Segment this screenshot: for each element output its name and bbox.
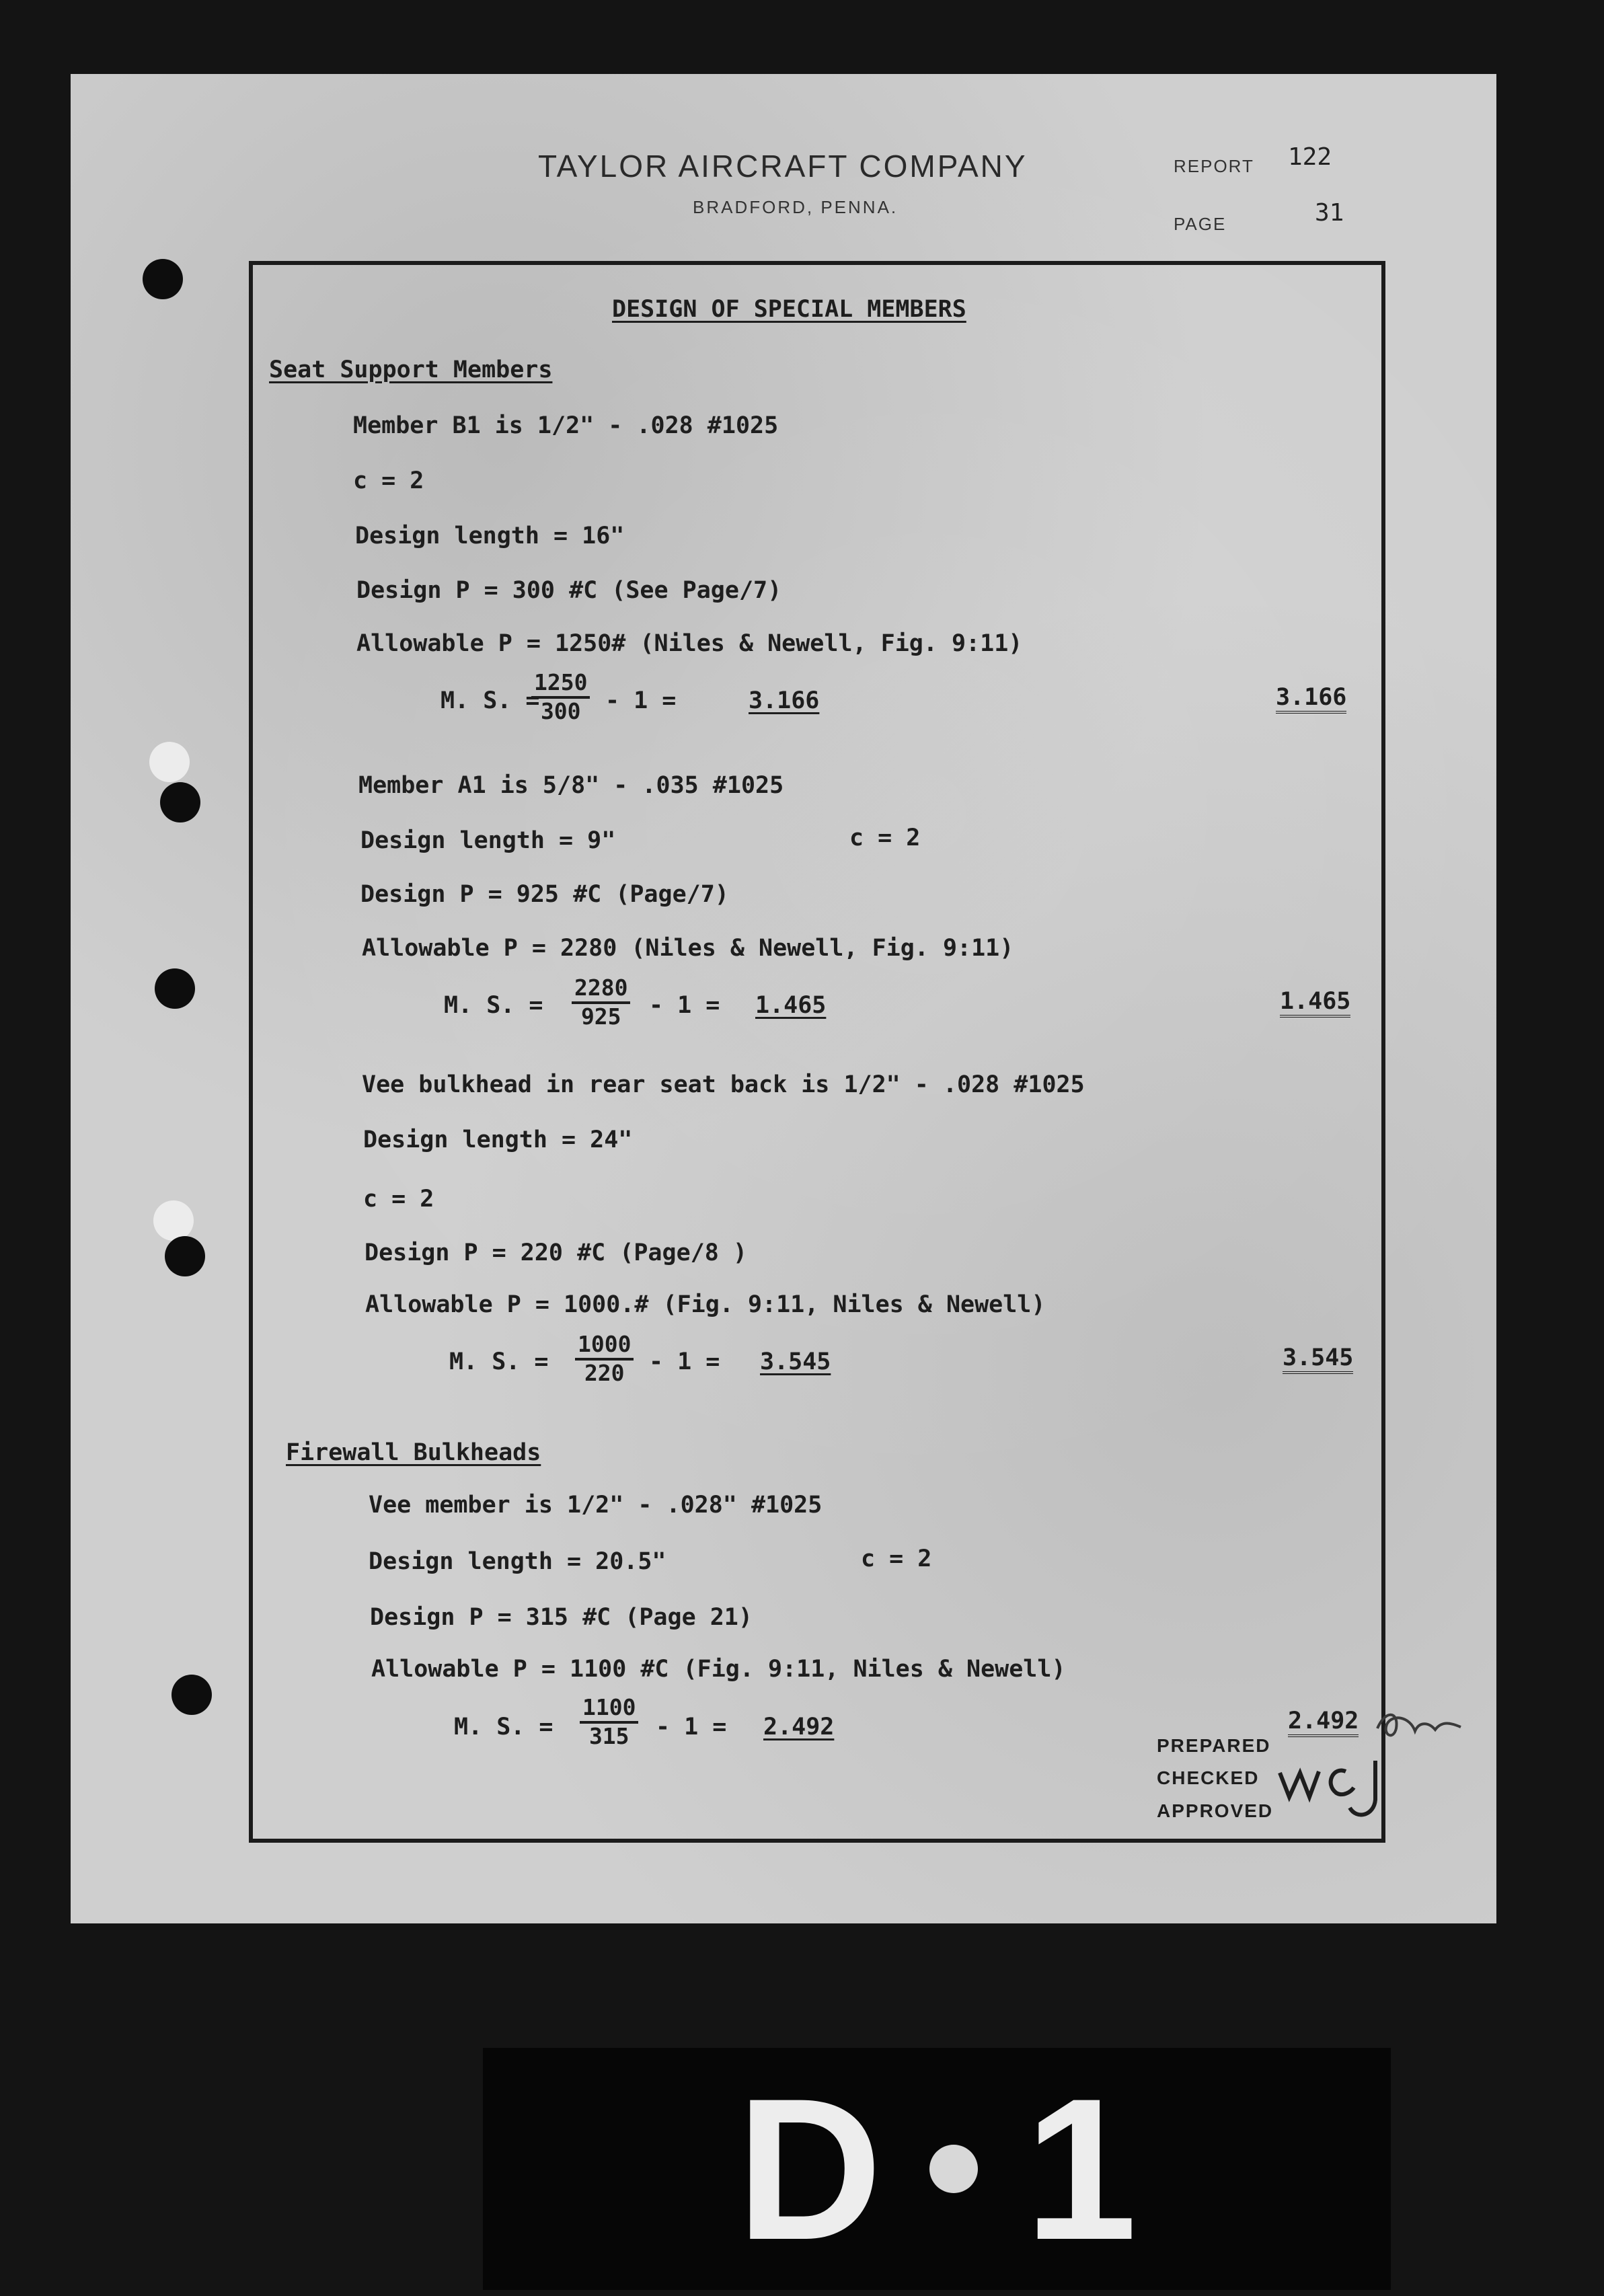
archive-label-plate (483, 2048, 1391, 2290)
calc-line: Design length = 20.5" (369, 1548, 666, 1575)
calc-line: Member A1 is 5/8" - .035 #1025 (358, 772, 784, 799)
ms-fraction (531, 671, 590, 723)
ms-numerator: 2280 (572, 977, 630, 1004)
ms-value: 2.492 (763, 1714, 835, 1740)
report-number: 122 (1288, 143, 1332, 171)
company-city: BRADFORD, PENNA. (693, 197, 899, 217)
ms-numerator: 1100 (580, 1696, 638, 1724)
section-heading: Seat Support Members (269, 356, 553, 383)
calc-line: Design length = 16" (355, 523, 625, 549)
ms-denominator: 315 (588, 1722, 629, 1749)
punch-hole (165, 1236, 205, 1276)
company-name: TAYLOR AIRCRAFT COMPANY (538, 149, 1028, 184)
calc-aside: c = 2 (849, 825, 921, 851)
punch-hole (155, 968, 195, 1009)
calc-line: Allowable P = 1000.# (Fig. 9:11, Niles & Newell) (365, 1291, 1046, 1318)
margin-result: 2.492 (1288, 1708, 1359, 1737)
ms-value: 1.465 (755, 992, 827, 1019)
margin-result: 3.545 (1283, 1345, 1353, 1374)
checked-label: CHECKED (1157, 1767, 1260, 1788)
ms-prefix: M. S. = (449, 1348, 549, 1375)
ms-tail: - 1 = (605, 687, 677, 714)
ms-prefix: M. S. = (441, 687, 540, 714)
ms-value: 3.166 (749, 687, 820, 714)
prepared-label: PREPARED (1157, 1735, 1271, 1756)
ms-tail: - 1 = (649, 992, 720, 1019)
plate-right-text: 1 (1024, 2056, 1137, 2282)
calc-line: Design P = 925 #C (Page/7) (360, 881, 729, 908)
page-number: 31 (1315, 199, 1344, 227)
calc-line: c = 2 (363, 1186, 434, 1213)
calc-line: Member B1 is 1/2" - .028 #1025 (353, 412, 779, 439)
calc-line: Design P = 220 #C (Page/8 ) (365, 1239, 747, 1266)
ms-denominator: 300 (540, 697, 581, 724)
calc-line: Design P = 315 #C (Page 21) (370, 1604, 753, 1631)
plate-left-text: D (736, 2056, 882, 2282)
margin-result: 3.166 (1276, 685, 1346, 714)
margin-result: 1.465 (1280, 989, 1350, 1018)
ms-fraction (572, 974, 630, 1030)
ms-tail: - 1 = (649, 1348, 720, 1375)
punch-hole (171, 1675, 212, 1715)
ms-fraction (580, 1696, 638, 1748)
page-label: PAGE (1174, 214, 1227, 234)
ms-prefix: M. S. = (454, 1714, 553, 1740)
calc-line: Vee bulkhead in rear seat back is 1/2" - .028 #1025 (362, 1071, 1085, 1098)
calc-aside: c = 2 (861, 1545, 932, 1572)
ms-fraction (575, 1333, 634, 1385)
page-title: DESIGN OF SPECIAL MEMBERS (612, 296, 966, 323)
calc-line: Design length = 24" (363, 1126, 633, 1153)
ms-numerator: 1250 (531, 671, 590, 699)
punch-hole (153, 1200, 194, 1241)
calc-line: Allowable P = 2280 (Niles & Newell, Fig. 9:11) (362, 935, 1014, 962)
ms-tail: - 1 = (656, 1714, 727, 1740)
ms-denominator: 220 (584, 1359, 625, 1386)
calc-line: Allowable P = 1100 #C (Fig. 9:11, Niles & Newell) (371, 1656, 1066, 1683)
report-label: REPORT (1174, 156, 1254, 176)
ms-denominator: 925 (580, 1003, 621, 1030)
plate-dot (929, 2145, 978, 2193)
prepared-signature (1372, 1701, 1473, 1749)
punch-hole (149, 742, 190, 782)
approved-label: APPROVED (1157, 1800, 1274, 1821)
calc-line: Allowable P = 1250# (Niles & Newell, Fig. 9:11) (356, 630, 1023, 657)
calc-line: Design length = 9" (360, 827, 616, 854)
checked-signature (1274, 1749, 1409, 1829)
punch-hole (160, 782, 200, 822)
ms-numerator: 1000 (575, 1333, 634, 1361)
calc-line: Vee member is 1/2" - .028" #1025 (369, 1492, 823, 1519)
calc-line: Design P = 300 #C (See Page/7) (356, 577, 782, 604)
ms-value: 3.545 (760, 1348, 831, 1375)
punch-hole (143, 259, 183, 299)
ms-prefix: M. S. = (444, 992, 543, 1019)
calc-line: c = 2 (353, 467, 424, 494)
section-heading: Firewall Bulkheads (286, 1439, 541, 1466)
